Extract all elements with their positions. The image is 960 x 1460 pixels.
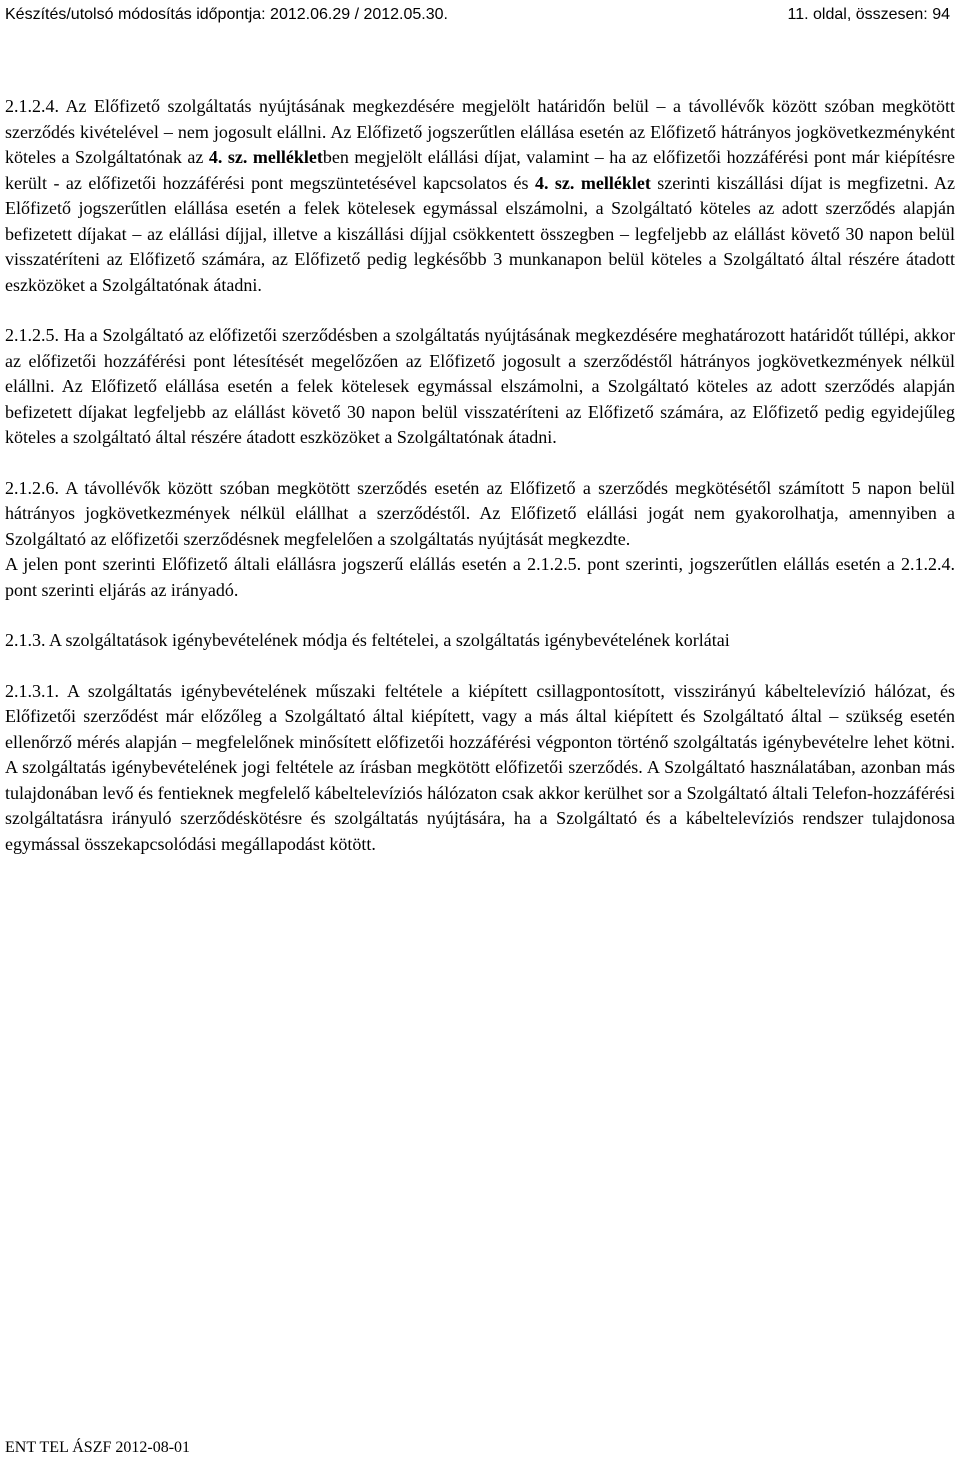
paragraph-2-1-2-6-continued: A jelen pont szerinti Előfizető általi elállásra jogszerű elállás esetén a 2.1.2.5. pont szerinti, jogszerűtlen elállás esetén a 2.1.2.4. pont szerinti eljárás az irányadó. <box>5 554 955 600</box>
paragraph-text: 2.1.2.4. Az Előfizető szolgáltatás nyújtásának megkezdésére megjelölt határidőn belül – a távollévők között szóban megkötött szerződés kivételével – nem jogosult elállni. Az Előfizető jogszerűtlen elállása esetén az Előfizető hátrányos jogkövetkezményként köteles a Szolgáltatónak az <box>5 96 955 167</box>
header-timestamp: Készítés/utolsó módosítás időpontja: 2012.06.29 / 2012.05.30. <box>5 6 448 23</box>
document-body <box>5 94 955 857</box>
paragraph-2-1-3-1: 2.1.3.1. A szolgáltatás igénybevételének műszaki feltétele a kiépített csillagpontosított, visszirányú kábeltelevízió hálózat, és Előfizetői szerződést már előzőleg a Szolgáltató által kiépített, vagy a más által kiépített és Szolgáltató által – szükség esetén ellenőrző mérés alapján – megfelelőnek minősített előfizetői hozzáférési végponton történő szolgáltatás igénybevételre lehet kötni. A szolgáltatás igénybevételének jogi feltétele az írásban megkötött előfizetői szerződés. A Szolgáltató használatában, azonban más tulajdonában levő és fentieknek megfelelő kábeltelevíziós hálózaton csak akkor kerülhet sor a Szolgáltató általi Telefon-hozzáférési szolgáltatásra irányuló szerződéskötésre és szolgáltatás nyújtására, ha a Szolgáltató és a kábeltelevíziós rendszer tulajdonosa egymással összekapcsolódási megállapodást kötött. <box>5 680 955 854</box>
paragraph-2-1-2-6: 2.1.2.6. A távollévők között szóban megkötött szerződés esetén az Előfizető a szerződés megkötésétől számított 5 napon belül hátrányos jogkövetkezmények nélkül elállhat a szerződéstől. Az Előfizető elállási jogát nem gyakorolhatja, amennyiben a Szolgáltató az előfizetői szerződésnek megfelelően a szolgáltatás nyújtását megkezdte. <box>5 477 955 549</box>
annex-reference: 4. sz. melléklet <box>534 172 651 193</box>
page-footer: ENT TEL ÁSZF 2012-08-01 <box>5 1439 191 1456</box>
paragraph-2-1-2-5: 2.1.2.5. Ha a Szolgáltató az előfizetői szerződésben a szolgáltatás nyújtásának megkezdésére meghatározott határidőt túllépi, akkor az előfizetői hozzáférési pont létesítését megelőzően az Előfizető jogosult a szerződéstől hátrányos jogkövetkezmények nélkül elállni. Az Előfizető elállása esetén a felek kötelesek egymással elszámolni, a Szolgáltató köteles az adott szerződés alapján befizetett díjakat legfeljebb az elállást követő 30 napon belül visszatéríteni az Előfizető számára, az Előfizető pedig egyidejűleg köteles a szolgáltató által részére átadott eszközöket a Szolgáltatónak átadni. <box>5 325 955 447</box>
page-header <box>5 2 950 28</box>
paragraph-text: ben megjelölt elállási díjat, valamint – ha az előfizetői hozzáférési pont már kiépítésre került - az előfizetői hozzáférési pont megszüntetésével kapcsolatos és <box>5 147 955 193</box>
paragraph-text: szerinti kiszállási díjat is megfizetni. Az Előfizető jogszerűtlen elállása esetén a felek kötelesek egymással elszámolni, a Szolgáltató köteles az adott szerződés alapján befizetett díjakat – az elállási díjjal, illetve a kiszállási díjjal csökkentett összegben – legfeljebb az elállást követő 30 napon belül visszatéríteni az Előfizető számára, az Előfizető pedig legkésőbb 3 munkanapon belül köteles a Szolgáltató által részére átadott eszközöket a Szolgáltatónak átadni. <box>5 172 956 295</box>
annex-reference: 4. sz. melléklet <box>208 147 323 167</box>
paragraph-2-1-2-4 <box>5 94 955 298</box>
heading-2-1-3: 2.1.3. A szolgáltatások igénybevételének módja és feltételei, a szolgáltatás igénybevételének korlátai <box>5 630 730 650</box>
header-page-number: 11. oldal, összesen: 94 <box>787 6 950 23</box>
